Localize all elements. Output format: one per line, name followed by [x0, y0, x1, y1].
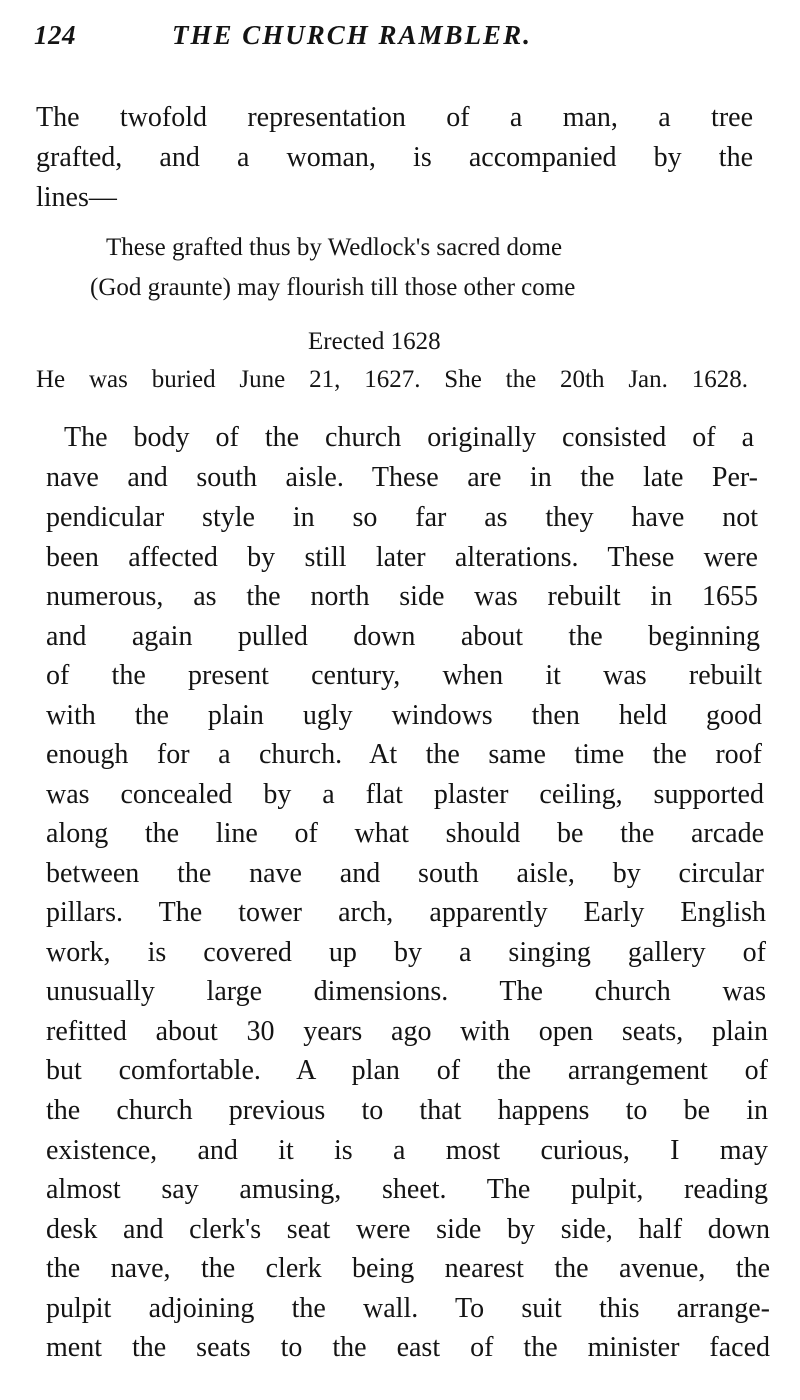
body-line: between the nave and south aisle, by circular — [46, 858, 764, 889]
body-line: the church previous to that happens to be in — [46, 1095, 768, 1126]
body-line: with the plain ugly windows then held good — [46, 700, 762, 731]
body-line: and again pulled down about the beginning — [46, 621, 760, 652]
body-line: the nave, the clerk being nearest the avenue, the — [46, 1253, 770, 1284]
intro-line: The twofold representation of a man, a tree — [36, 102, 753, 133]
body-line: been affected by still later alterations. These were — [46, 542, 758, 573]
page-number: 124 — [34, 20, 76, 50]
body-line: enough for a church. At the same time the roof — [46, 739, 762, 770]
intro-line: grafted, and a woman, is accompanied by the — [36, 142, 753, 173]
body-line: unusually large dimensions. The church was — [46, 976, 766, 1007]
body-line: but comfortable. A plan of the arrangement of — [46, 1055, 768, 1086]
inscription-burial: He was buried June 21, 1627. She the 20th Jan. 1628. — [36, 366, 748, 393]
body-line: nave and south aisle. These are in the late Per- — [46, 462, 758, 493]
body-line: ment the seats to the east of the minister faced — [46, 1332, 770, 1363]
body-line: pulpit adjoining the wall. To suit this arrange- — [46, 1293, 770, 1324]
body-line: existence, and it is a most curious, I may — [46, 1135, 768, 1166]
verse-line: These grafted thus by Wedlock's sacred dome — [106, 234, 563, 261]
body-line: almost say amusing, sheet. The pulpit, reading — [46, 1174, 768, 1205]
body-line: was concealed by a flat plaster ceiling, supported — [46, 779, 764, 810]
body-line: work, is covered up by a singing gallery of — [46, 937, 766, 968]
body-line: refitted about 30 years ago with open seats, plain — [46, 1016, 768, 1047]
verse-line: (God graunte) may flourish till those other come — [90, 274, 576, 301]
body-line: along the line of what should be the arcade — [46, 818, 764, 849]
running-title: THE CHURCH RAMBLER. — [172, 20, 532, 50]
body-line: pendicular style in so far as they have not — [46, 502, 758, 533]
body-line: desk and clerk's seat were side by side, half down — [46, 1214, 770, 1245]
body-line: The body of the church originally consisted of a — [64, 422, 754, 453]
inscription-erected: Erected 1628 — [308, 328, 441, 355]
body-line: pillars. The tower arch, apparently Early English — [46, 897, 766, 928]
intro-line: lines— — [36, 182, 117, 213]
body-line: of the present century, when it was rebuilt — [46, 660, 762, 691]
page-header — [34, 20, 774, 60]
body-line: numerous, as the north side was rebuilt in 1655 — [46, 581, 758, 612]
